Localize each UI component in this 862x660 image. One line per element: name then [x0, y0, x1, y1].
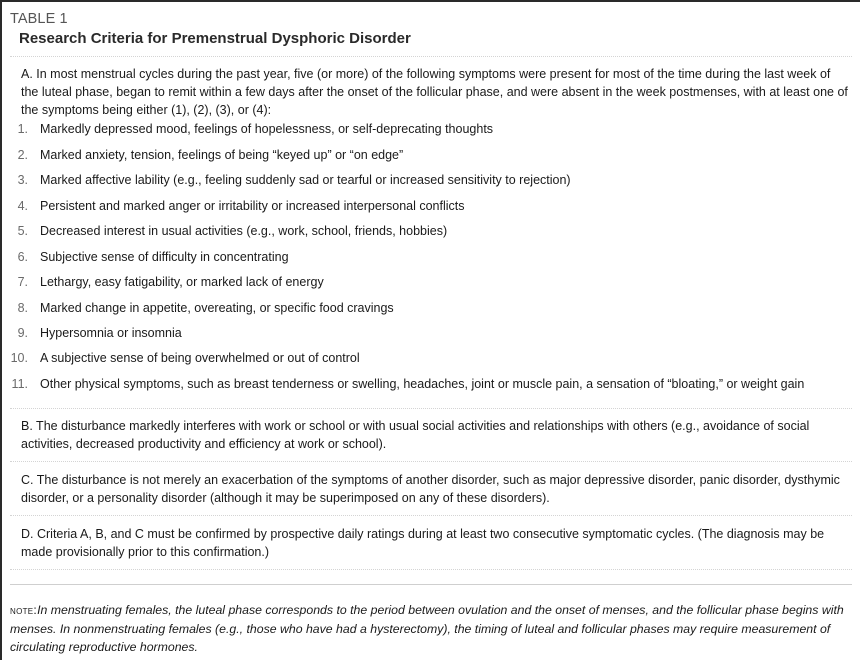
- item-number: 6.: [17, 250, 28, 264]
- item-number: 7.: [17, 275, 28, 289]
- table-label: TABLE 1: [10, 11, 68, 27]
- divider: [10, 515, 852, 516]
- item-text: A subjective sense of being overwhelmed or out of control: [40, 351, 360, 365]
- list-item: [0, 273, 850, 291]
- item-text: Decreased interest in usual activities (e.g., work, school, friends, hobbies): [40, 224, 448, 238]
- item-number: 2.: [17, 148, 28, 162]
- note-label: note:: [10, 603, 38, 617]
- note-text: In menstruating females, the luteal phase corresponds to the period between ovulation and the onset of menses, and the follicular phase begins with menses. In nonmenstruating females (e.g., those who have had a hysterectomy), the timing of luteal and follicular phases may require measurement of circulating reproductive hormones.: [10, 603, 844, 654]
- table-title: Research Criteria for Premenstrual Dysphoric Disorder: [19, 30, 411, 47]
- item-text: Persistent and marked anger or irritability or increased interpersonal conflicts: [40, 199, 465, 213]
- table-note: [10, 601, 852, 657]
- list-item: [0, 222, 850, 240]
- item-number: 10.: [10, 351, 28, 365]
- item-number: 4.: [17, 199, 28, 213]
- list-item: [0, 197, 850, 215]
- item-number: 8.: [17, 301, 28, 315]
- criterion-b: B. The disturbance markedly interferes with work or school or with usual social activities and relationships with others (e.g., avoidance of social activities, decreased productivity and efficiency at work or school).: [21, 419, 810, 451]
- item-text: Marked anxiety, tension, feelings of being “keyed up” or “on edge”: [40, 148, 404, 162]
- item-text: Marked affective lability (e.g., feeling suddenly sad or tearful or increased sensitivity to rejection): [40, 173, 571, 187]
- criterion-c: C. The disturbance is not merely an exacerbation of the symptoms of another disorder, such as major depressive disorder, panic disorder, dysthymic disorder, or a personality disorder (although it may be superimposed on any of these disorders).: [21, 473, 840, 505]
- list-item: [0, 248, 850, 266]
- list-item: [0, 146, 850, 164]
- divider: [10, 408, 852, 409]
- item-number: 11.: [11, 377, 28, 391]
- item-text: Hypersomnia or insomnia: [40, 326, 182, 340]
- item-text: Marked change in appetite, overeating, or specific food cravings: [40, 301, 394, 315]
- list-item: [0, 171, 850, 189]
- criterion-d: D. Criteria A, B, and C must be confirmed by prospective daily ratings during at least two consecutive symptomatic cycles. (The diagnosis may be made provisionally prior to this confirmation.): [21, 527, 825, 559]
- item-number: 1.: [17, 122, 28, 136]
- item-text: Other physical symptoms, such as breast tenderness or swelling, headaches, joint or muscle pain, a sensation of “bloating,” or weight gain: [40, 377, 805, 391]
- item-text: Subjective sense of difficulty in concentrating: [40, 250, 289, 264]
- divider: [10, 56, 852, 57]
- item-number: 3.: [17, 173, 28, 187]
- divider: [10, 569, 852, 570]
- item-number: 9.: [17, 326, 28, 340]
- divider: [10, 461, 852, 462]
- item-number: 5.: [17, 224, 28, 238]
- item-text: Markedly depressed mood, feelings of hopelessness, or self-deprecating thoughts: [40, 122, 494, 136]
- criterion-a: A. In most menstrual cycles during the past year, five (or more) of the following symptoms were present for most of the time during the last week of the luteal phase, began to remit within a few days after the onset of the follicular phase, and were absent in the week postmenses, with at least one of the symptoms being either (1), (2), (3), or (4):: [21, 67, 848, 117]
- list-item: [0, 375, 850, 393]
- list-item: [0, 299, 850, 317]
- list-item: [0, 120, 850, 138]
- list-item: [0, 324, 850, 342]
- footnote-divider: [10, 584, 852, 585]
- item-text: Lethargy, easy fatigability, or marked lack of energy: [40, 275, 324, 289]
- list-item: [0, 349, 850, 367]
